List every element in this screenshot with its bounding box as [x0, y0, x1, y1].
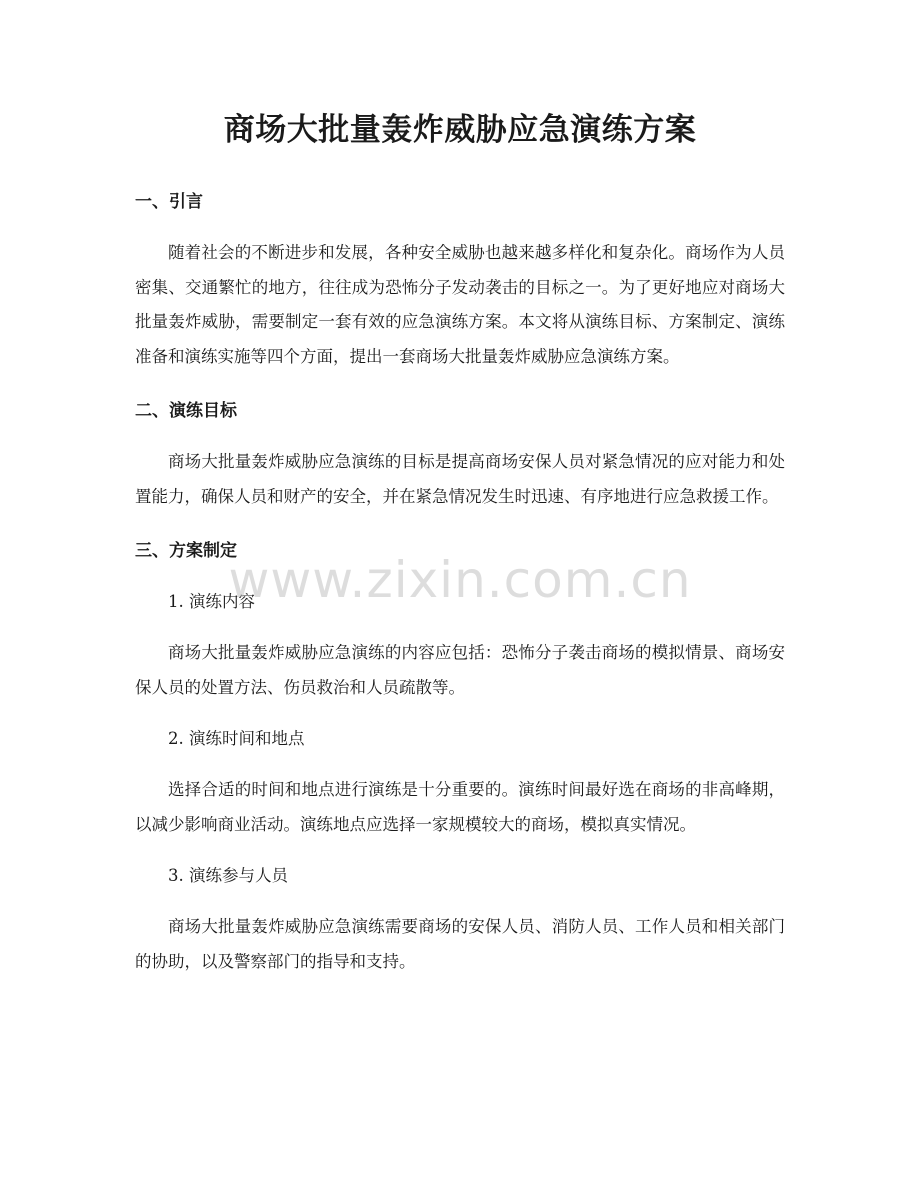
watermark: www.zixin.com.cn [228, 551, 692, 609]
plan-item-paragraph-time-place: 选择合适的时间和地点进行演练是十分重要的。演练时间最好选在商场的非高峰期，以减少影响商业活动。演练地点应选择一家规模较大的商场，模拟真实情况。 [135, 780, 785, 834]
section-heading-goal: 二、演练目标 [135, 401, 237, 421]
document-body [135, 185, 785, 979]
plan-item-paragraph-participants: 商场大批量轰炸威胁应急演练需要商场的安保人员、消防人员、工作人员和相关部门的协助，以及警察部门的指导和支持。 [135, 917, 785, 971]
document-title: 商场大批量轰炸威胁应急演练方案 [223, 112, 697, 148]
plan-item-label-content: 1. 演练内容 [168, 592, 255, 611]
section-heading-intro: 一、引言 [135, 192, 203, 212]
section-heading-plan: 三、方案制定 [135, 541, 237, 561]
plan-item-paragraph-content: 商场大批量轰炸威胁应急演练的内容应包括：恐怖分子袭击商场的模拟情景、商场安保人员的处置方法、伤员救治和人员疏散等。 [135, 643, 785, 697]
plan-item-label-time-place: 2. 演练时间和地点 [168, 729, 305, 748]
goal-paragraph: 商场大批量轰炸威胁应急演练的目标是提高商场安保人员对紧急情况的应对能力和处置能力，确保人员和财产的安全，并在紧急情况发生时迅速、有序地进行应急救援工作。 [135, 452, 785, 506]
plan-item-label-participants: 3. 演练参与人员 [168, 866, 288, 885]
intro-paragraph: 随着社会的不断进步和发展，各种安全威胁也越来越多样化和复杂化。商场作为人员密集、交通繁忙的地方，往往成为恐怖分子发动袭击的目标之一。为了更好地应对商场大批量轰炸威胁，需要制定一套有效的应急演练方案。本文将从演练目标、方案制定、演练准备和演练实施等四个方面，提出一套商场大批量轰炸威胁应急演练方案。 [135, 243, 785, 366]
